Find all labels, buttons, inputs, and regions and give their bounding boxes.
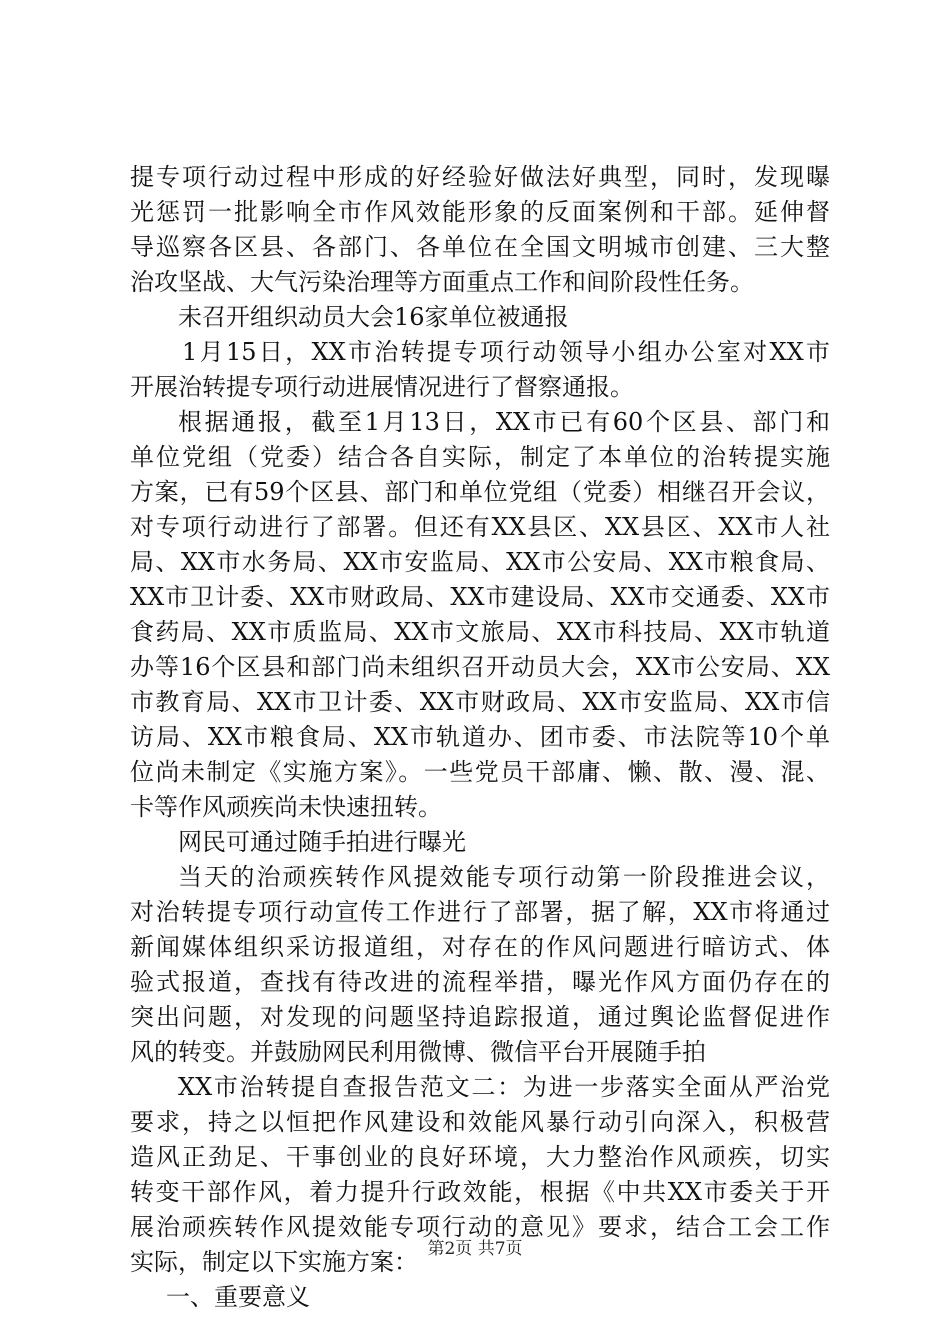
text-line: 实际，制定以下实施方案： (130, 1248, 418, 1276)
text-line: 光惩罚一批影响全市作风效能形象的反面案例和干部。延伸督 (130, 198, 830, 226)
text-line: 1月15日，XX市治转提专项行动领导小组办公室对XX市 (182, 338, 830, 366)
text-line: XX市卫计委、XX市财政局、XX市建设局、XX市交通委、XX市 (130, 583, 830, 611)
text-line: 展治顽疾转作风提效能专项行动的意见》要求，结合工会工作 (130, 1213, 830, 1241)
section-heading: 网民可通过随手拍进行曝光 (178, 828, 466, 856)
text-line: 根据通报，截至1月13日，XX市已有60个区县、部门和 (178, 408, 830, 436)
text-line: XX市治转提自查报告范文二：为进一步落实全面从严治党 (178, 1073, 830, 1101)
document-body (130, 160, 830, 1315)
text-line: 办等16个区县和部门尚未组织召开动员大会，XX市公安局、XX (130, 653, 830, 681)
text-line: 市教育局、XX市卫计委、XX市财政局、XX市安监局、XX市信 (130, 688, 830, 716)
section-heading: 未召开组织动员大会16家单位被通报 (178, 303, 569, 331)
text-line: 访局、XX市粮食局、XX市轨道办、团市委、市法院等10个单 (130, 723, 830, 751)
section-heading: 一、重要意义 (166, 1283, 310, 1311)
text-line: 方案，已有59个区县、部门和单位党组（党委）相继召开会议， (130, 478, 830, 506)
text-line: 突出问题，对发现的问题坚持追踪报道，通过舆论监督促进作 (130, 1003, 830, 1031)
text-line: 卡等作风顽疾尚未快速扭转。 (130, 793, 442, 821)
text-line: 导巡察各区县、各部门、各单位在全国文明城市创建、三大整 (130, 233, 830, 261)
text-line: 验式报道，查找有待改进的流程举措，曝光作风方面仍存在的 (130, 968, 830, 996)
text-line: 食药局、XX市质监局、XX市文旅局、XX市科技局、XX市轨道 (130, 618, 830, 646)
text-line: 提专项行动过程中形成的好经验好做法好典型，同时，发现曝 (130, 163, 830, 191)
text-line: 开展治转提专项行动进展情况进行了督察通报。 (130, 373, 634, 401)
text-line: 局、XX市水务局、XX市安监局、XX市公安局、XX市粮食局、 (130, 548, 830, 576)
text-line: 要求，持之以恒把作风建设和效能风暴行动引向深入，积极营 (130, 1108, 830, 1136)
text-line: 当天的治顽疾转作风提效能专项行动第一阶段推进会议， (178, 863, 830, 891)
text-line: 位尚未制定《实施方案》。一些党员干部庸、懒、散、漫、混、 (130, 758, 830, 786)
text-line: 风的转变。并鼓励网民利用微博、微信平台开展随手拍 (130, 1038, 706, 1066)
text-line: 转变干部作风，着力提升行政效能，根据《中共XX市委关于开 (130, 1178, 830, 1206)
text-line: 治攻坚战、大气污染治理等方面重点工作和间阶段性任务。 (130, 268, 754, 296)
text-line: 对专项行动进行了部署。但还有XX县区、XX县区、XX市人社 (130, 513, 830, 541)
text-line: 新闻媒体组织采访报道组，对存在的作风问题进行暗访式、体 (130, 933, 830, 961)
page-number: 第2页 共7页 (427, 1239, 523, 1259)
text-line: 对治转提专项行动宣传工作进行了部署，据了解，XX市将通过 (130, 898, 830, 926)
text-line: 单位党组（党委）结合各自实际，制定了本单位的治转提实施 (130, 443, 830, 471)
text-line: 造风正劲足、干事创业的良好环境，大力整治作风顽疾，切实 (130, 1143, 830, 1171)
